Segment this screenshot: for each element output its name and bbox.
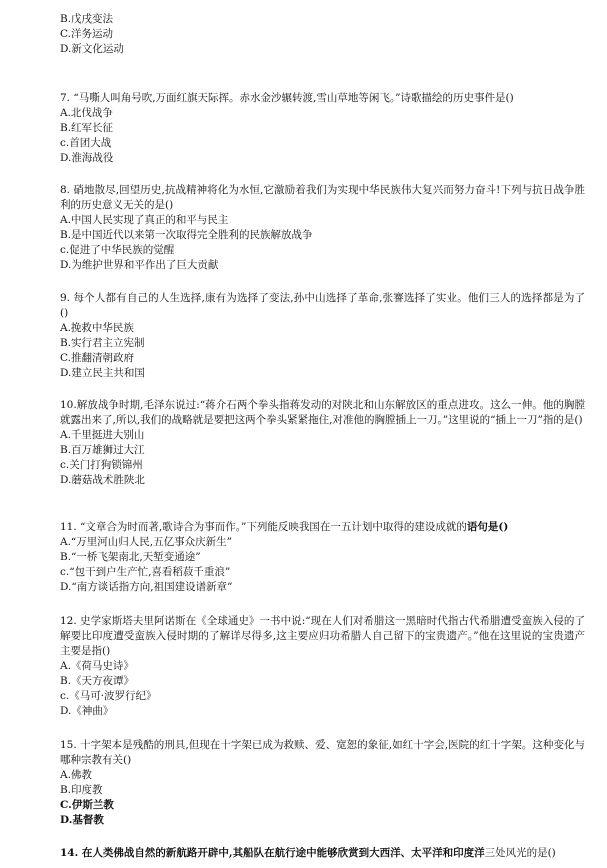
option-c: c.关门打狗锁锦州: [60, 459, 143, 471]
question-stem: 8. 硝地散尽,回望历史,抗战精神将化为水恒,它激励着我们为实现中华民族伟大复兴而努力奋斗!下列与抗日战争胜利的历史意义无关的是(): [60, 184, 585, 211]
question-stem-emphasis: 语句是(): [466, 521, 509, 533]
option-c: c.促进了中华民族的觉醒: [60, 244, 175, 256]
question-15: [60, 738, 585, 828]
question-stem: 12. 史学家斯塔夫里阿诺斯在《全球通史》一书中说:“现在人们对希腊这一黑暗时代指古代希腊遭受蛮族入侵的了解要比印度遭受蛮族入侵时期的了解详尽得多,这主要应归功希腊人自己留下的宝贵遗产。”他在这里说的宝贵遗产主要是指(): [60, 615, 585, 657]
option-d: D.蘑菇战术胜陕北: [60, 474, 145, 486]
question-stem: 15. 十字架本是残酷的刑具,但现在十字架已成为救赎、爱、宽恕的象征,如红十字会,医院的红十字架。这种变化与哪种宗教有关(): [60, 739, 585, 766]
question-stem: 7. “马嘶人叫角号吹,万面红旗天际挥。赤水金沙辗转渡,雪山草地等闲飞。”诗歌描绘的历史事件是(): [60, 92, 514, 104]
option-d: D.建立民主共和国: [60, 367, 145, 379]
option-b: B.是中国近代以来第一次取得完全胜利的民族解放战争: [60, 229, 313, 241]
question-9: [60, 291, 585, 381]
option-c: C.伊斯兰教: [60, 799, 114, 811]
question-continued: [60, 12, 585, 57]
question-stem: [60, 846, 585, 861]
option-d: D.淮海战役: [60, 152, 114, 164]
option-c: C.推翻清朝政府: [60, 352, 134, 364]
option-a: A.《荷马史诗》: [60, 660, 134, 672]
option-b: B.红军长征: [60, 122, 114, 134]
option-d: D.《神曲》: [60, 705, 114, 717]
option-a: A.“万里河山归人民,五亿事众庆新生”: [60, 536, 232, 548]
question-stem-text: 三处风光的是(): [484, 847, 556, 859]
question-stem-emphasis: 14. 在人类佛战自然的新航路开辟中,其船队在航行途中能够欣赏到大西洋、太平洋和印度洋: [60, 847, 485, 859]
option-d: D.为维护世界和平作出了巨大贡献: [60, 259, 219, 271]
option-b: B.《天方夜谭》: [60, 675, 135, 687]
option-b: B.戊戌变法: [60, 13, 114, 25]
question-14: [60, 846, 585, 861]
option-c: c.“包干到户生产忙,喜看稻菽千重浪”: [60, 566, 231, 578]
option-d: D.基督教: [60, 814, 104, 826]
option-a: A.千里挺进大别山: [60, 429, 145, 441]
option-a: A.中国人民实现了真正的和平与民主: [60, 214, 229, 226]
question-7: [60, 91, 585, 166]
question-stem: 10.解放战争时期,毛泽东说过:“蒋介石两个拳头指蒋发动的对陕北和山东解放区的重点进攻。这么一伸。他的胸膛就露出来了,所以,我们的战略就是要把这两个拳头紧紧拖住,对准他的胸膛插上一刀。”这里说的“插上一刀”指的是(): [60, 399, 585, 426]
option-b: B.“一桥飞架南北,天堑变通途”: [60, 551, 201, 563]
option-c: c.首团大战: [60, 137, 112, 149]
option-c: c.《马可·波罗行纪》: [60, 690, 157, 702]
option-b: B.百万雄狮过大江: [60, 444, 145, 456]
question-10: [60, 398, 585, 488]
question-11: [60, 520, 585, 595]
option-b: B.实行君主立宪制: [60, 337, 145, 349]
option-c: C.洋务运动: [60, 28, 113, 40]
question-stem: [60, 520, 585, 535]
option-a: A.北伐战争: [60, 107, 113, 119]
option-d: D.新文化运动: [60, 43, 124, 55]
option-d: D.“南方谈话指方向,祖国建设谱新章”: [60, 581, 233, 593]
question-12: [60, 614, 585, 719]
option-a: A.佛教: [60, 769, 92, 781]
option-b: B.印度教: [60, 784, 103, 796]
question-stem-text: 11. “文章合为时而著,歌诗合为事而作。”下列能反映我国在一五计划中取得的建设成就的: [60, 521, 467, 533]
question-stem: 9. 每个人都有自己的人生选择,康有为选择了变法,孙中山选择了革命,张謇选择了实业。他们三人的选择都是为了(): [60, 292, 585, 319]
question-8: [60, 183, 585, 273]
option-a: A.挽救中华民族: [60, 322, 134, 334]
